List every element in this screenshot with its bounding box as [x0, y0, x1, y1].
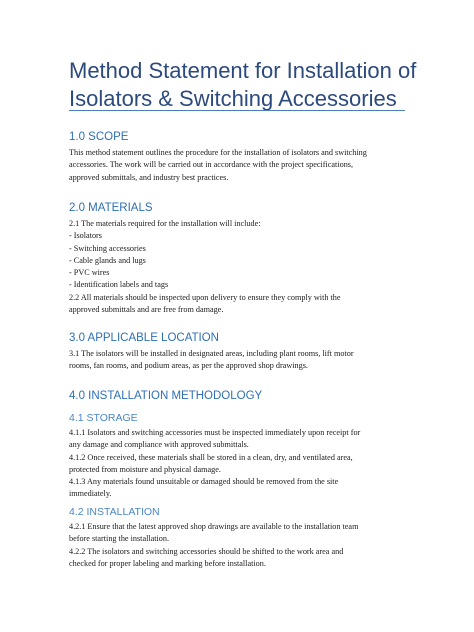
- materials-list-item: - Cable glands and lugs: [69, 255, 146, 265]
- scope-line: approved submittals, and industry best practices.: [69, 172, 229, 182]
- materials-heading: 2.0 MATERIALS: [69, 202, 153, 214]
- storage-line: any damage and compliance with approved submittals.: [69, 440, 249, 450]
- installation-line: before starting the installation.: [69, 534, 170, 544]
- materials-line: 2.1 The materials required for the installation will include:: [69, 219, 261, 228]
- installation-paragraph: [69, 521, 414, 570]
- scope-heading: 1.0 SCOPE: [69, 131, 129, 143]
- scope-line: accessories. The work will be carried out in accordance with the project specifications,: [69, 160, 354, 170]
- materials-list-item: - Isolators: [69, 231, 102, 241]
- materials-list-item: - Identification labels and tags: [69, 280, 169, 290]
- materials-line: approved submittals and are free from damage.: [69, 305, 224, 315]
- materials-line: 2.2 All materials should be inspected upon delivery to ensure they comply with the: [69, 292, 341, 302]
- installation-line: checked for proper labeling and marking before installation.: [69, 558, 266, 568]
- storage-line: 4.1.3 Any materials found unsuitable or damaged should be removed from the site: [69, 477, 339, 487]
- methodology-heading: 4.0 INSTALLATION METHODOLOGY: [69, 390, 263, 402]
- title-line-2: Isolators & Switching Accessories: [69, 86, 397, 111]
- location-heading: 3.0 APPLICABLE LOCATION: [69, 332, 219, 344]
- scope-paragraph: [69, 147, 414, 184]
- installation-line: 4.2.2 The isolators and switching accessories should be shifted to the work area and: [69, 546, 344, 556]
- storage-line: 4.1.2 Once received, these materials shall be stored in a clean, dry, and ventilated area,: [69, 452, 353, 462]
- location-line: rooms, fan rooms, and podium areas, as per the approved shop drawings.: [69, 361, 308, 371]
- storage-line: immediately.: [69, 489, 112, 499]
- installation-line: 4.2.1 Ensure that the latest approved shop drawings are available to the installation team: [69, 522, 359, 531]
- location-line: 3.1 The isolators will be installed in designated areas, including plant rooms, lift motor: [69, 349, 354, 358]
- title-underline: [69, 110, 405, 111]
- materials-paragraph: [69, 218, 414, 316]
- document-title: [69, 57, 419, 113]
- storage-subheading: 4.1 STORAGE: [69, 412, 138, 424]
- storage-paragraph: [69, 427, 414, 501]
- scope-line: This method statement outlines the procedure for the installation of isolators and switching: [69, 148, 367, 157]
- storage-line: protected from moisture and physical damage.: [69, 464, 221, 474]
- materials-list-item: - PVC wires: [69, 268, 110, 278]
- installation-subheading: 4.2 INSTALLATION: [69, 506, 160, 518]
- title-line-1: Method Statement for Installation of: [69, 58, 417, 83]
- location-paragraph: [69, 348, 414, 373]
- materials-list-item: - Switching accessories: [69, 243, 146, 253]
- storage-line: 4.1.1 Isolators and switching accessories must be inspected immediately upon receipt for: [69, 428, 361, 437]
